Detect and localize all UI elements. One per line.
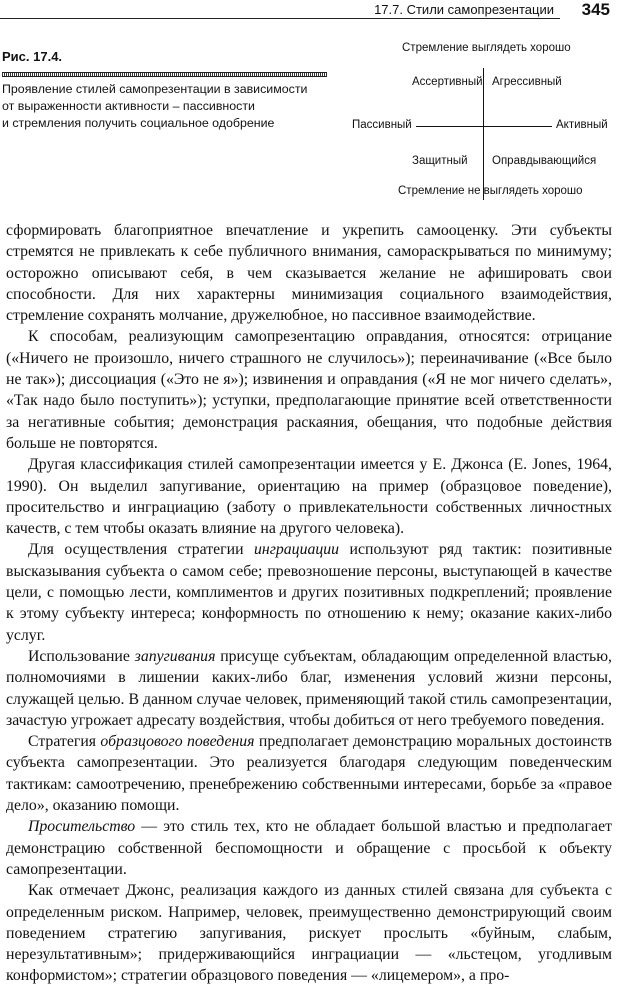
paragraph: К способам, реализующим самопрезентацию оправдания, относятся: отрицание («Ничего не произошло, ничего страшного не случилось»); переиначивание («Все было не так»); диссоциация («Это не я»); извинения и оправдания («Я не мог ничего сделать», «Так надо было поступить»); уступки, предполагающие принятие всей ответственности за негативные события; демонстрация раскаяния, обещания, что подобные действия больше не повторятся. [6, 328, 612, 452]
figure-label: Рис. 17.4. [2, 49, 63, 64]
emphasis-term: Просительство [28, 818, 136, 836]
emphasis-term: запугивания [134, 647, 216, 665]
axis-bottom-label: Стремление не выглядеть хорошо [398, 185, 583, 197]
paragraph [6, 731, 612, 816]
quadrant-aggressive: Агрессивный [492, 76, 562, 88]
page-number: 345 [581, 0, 610, 19]
horizontal-axis [416, 126, 552, 127]
emphasis-term: образцового поведения [100, 733, 255, 751]
axis-left-label: Пассивный [352, 119, 412, 131]
running-title: 17.7. Стили самопрезентации [374, 2, 554, 17]
text-run: Для осуществления стратегии [28, 541, 254, 559]
caption-separator [2, 72, 327, 77]
axis-right-label: Активный [556, 119, 608, 131]
text-run: используют ряд тактик: позитивные высказывания субъекта о самом себе; превозношение персоны, выступающей в качестве цели, с помощью лести, комплиментов и других позитивных подкреплений; проявление к этому субъекту интереса; конформность по отношению к нему; оказание каких-либо услуг. [6, 541, 613, 644]
caption-line: Проявление стилей самопрезентации в зависимости [2, 82, 308, 96]
header-rule [0, 18, 560, 19]
figure-caption [2, 48, 327, 132]
paragraph [6, 646, 612, 731]
body-text [6, 220, 612, 987]
paragraph: сформировать благоприятное впечатление и укрепить самооценку. Эти субъекты стремятся не привлекать к себе публичного внимания, самораскрываться по минимуму; осторожно описывают себя, в чем сказывается желание не афишировать свои способности. Для них характерны минимизация социального взаимодействия, стремление сохранять молчание, дружелюбное, но пассивное взаимодействие. [6, 222, 612, 325]
text-run: присуще субъектам, обладающим определенной властью, полномочиями в лишении каких-либо благ, изменения условий жизни персоны, служащей целью. В данном случае человек, применяющий такой стиль самопрезентации, зачастую угрожает адресату воздействия, чтобы добиться от него требуемого поведения. [6, 647, 612, 729]
axis-top-label: Стремление выглядеть хорошо [402, 42, 571, 54]
caption-line: и стремления получить социальное одобрение [2, 116, 275, 130]
vertical-axis [483, 68, 484, 200]
paragraph [6, 816, 612, 880]
paragraph: Как отмечает Джонс, реализация каждого из данных стилей связана для субъекта с определенным риском. Например, человек, преимущественно демонстрирующий своим поведением стратегию запугивания, рискует прослыть «буйным, слабым, нерезультативным»; придерживающийся инграциации — «льстецом, угодливым конформистом»; стратегии образцового поведения — «лицемером», а про- [6, 882, 612, 985]
text-run: — это стиль тех, кто не обладает большой властью и предполагает демонстрацию собственной беспомощности и обращение с просьбой к объекту самопрезентации. [6, 818, 612, 878]
quadrant-justifying: Оправдывающийся [492, 155, 597, 167]
paragraph [6, 539, 612, 645]
running-header [0, 0, 620, 22]
text-run: предполагает демонстрацию моральных достоинств субъекта самопрезентации. Это реализуется благодаря следующим поведенческим тактикам: самоотречению, пренебрежению собственными интересами, борьбе за «правое дело», оказанию помощи. [6, 733, 612, 815]
caption-line: от выраженности активности – пассивности [2, 99, 255, 113]
quadrant-assertive: Ассертивный [412, 76, 483, 88]
quadrant-defensive: Защитный [412, 155, 468, 167]
self-presentation-diagram [330, 38, 620, 208]
emphasis-term: инграциации [253, 541, 340, 559]
text-run: Использование [28, 647, 135, 665]
text-run: Стратегия [28, 733, 101, 751]
paragraph: Другая классификация стилей самопрезентации имеется у Е. Джонса (E. Jones, 1964, 1990). Он выделил запугивание, ориентацию на пример (образцовое поведение), просительство и инграциацию (заботу о привлекательности собственных личностных качеств, с тем чтобы оказать влияние на другого человека). [6, 456, 612, 538]
